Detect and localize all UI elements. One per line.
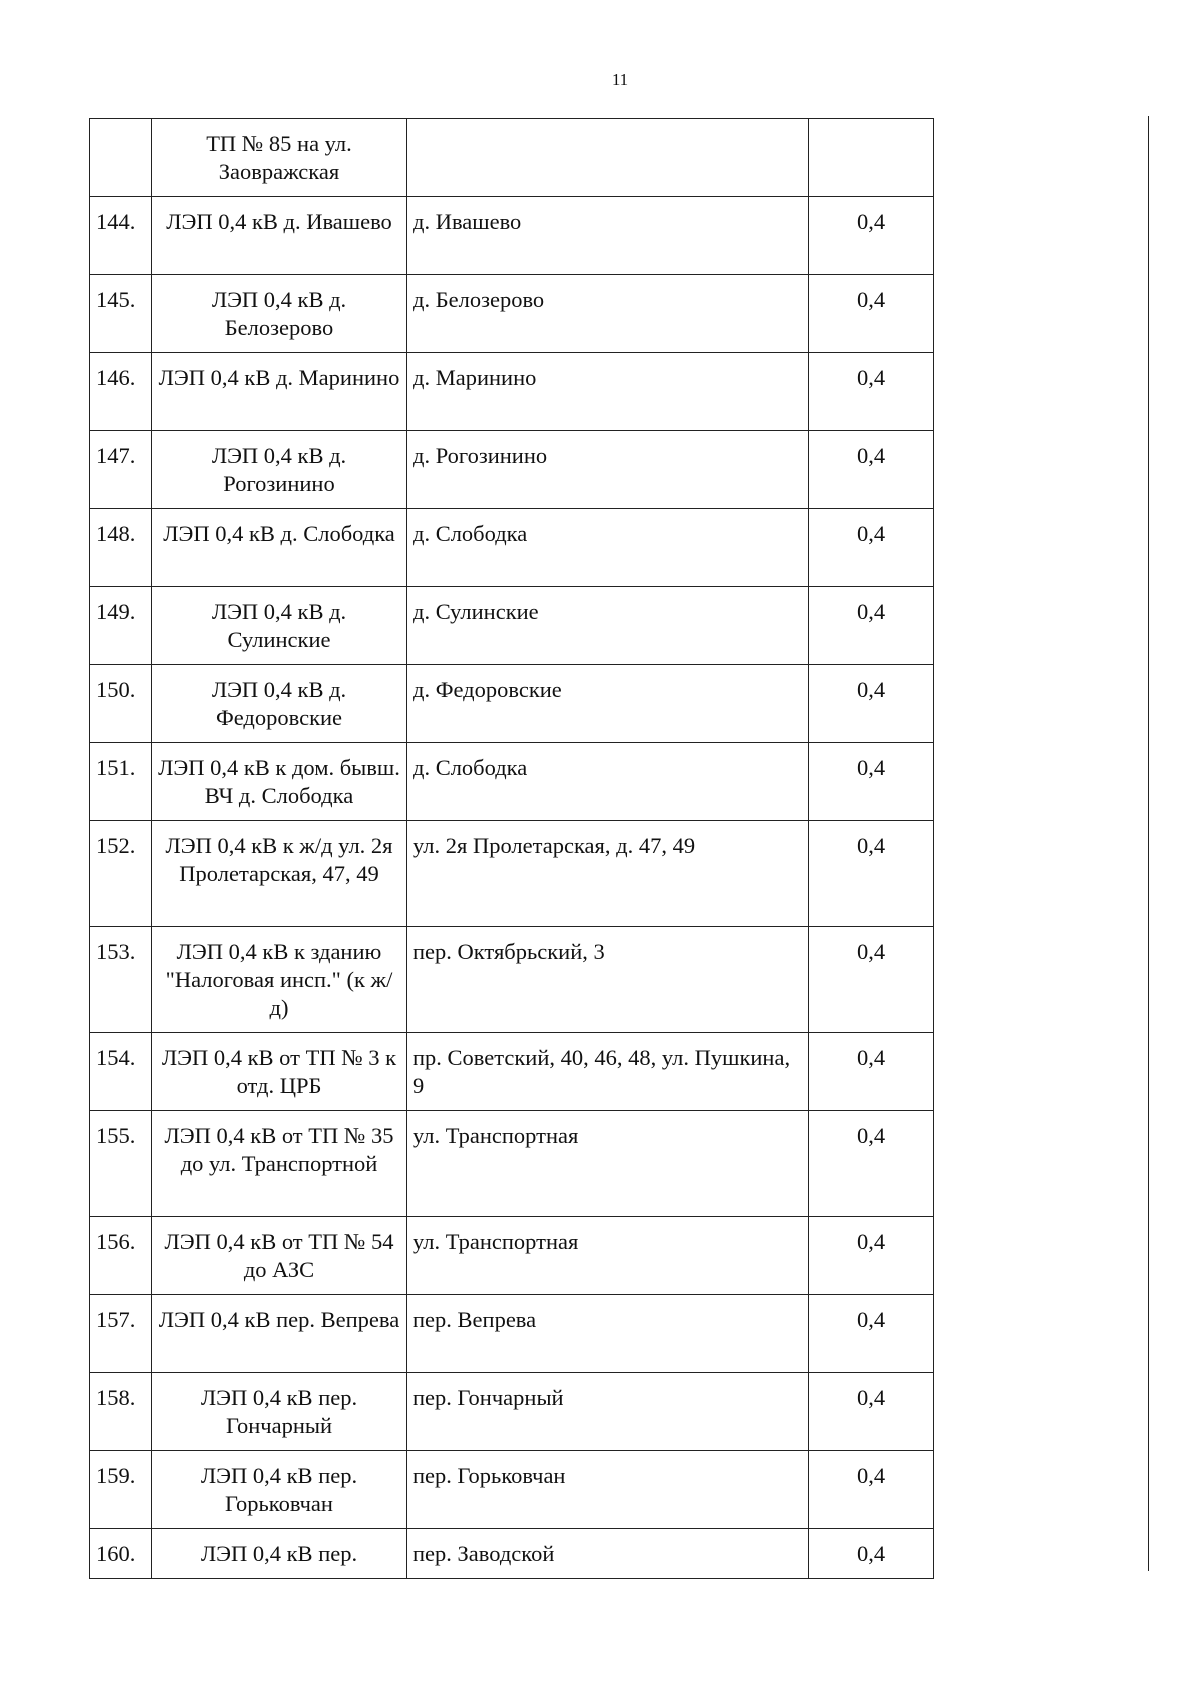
table-row [90, 1111, 934, 1217]
object-location: ул. 2я Пролетарская, д. 47, 49 [407, 821, 809, 927]
object-name: ЛЭП 0,4 кВ к зданию "Налоговая инсп." (к ж/д) [152, 927, 407, 1033]
object-voltage: 0,4 [809, 431, 934, 509]
table-row [90, 1451, 934, 1529]
object-location: пер. Гончарный [407, 1373, 809, 1451]
object-name: ЛЭП 0,4 кВ д. Федоровские [152, 665, 407, 743]
object-voltage: 0,4 [809, 1451, 934, 1529]
object-location: пр. Советский, 40, 46, 48, ул. Пушкина, 9 [407, 1033, 809, 1111]
object-name: ЛЭП 0,4 кВ к дом. бывш. ВЧ д. Слободка [152, 743, 407, 821]
object-location: пер. Заводской [407, 1529, 809, 1579]
row-number: 144. [90, 197, 152, 275]
margin-rule [1148, 116, 1149, 1571]
row-number: 152. [90, 821, 152, 927]
object-voltage: 0,4 [809, 1033, 934, 1111]
object-voltage: 0,4 [809, 509, 934, 587]
object-name: ТП № 85 на ул. Заовражская [152, 119, 407, 197]
table-row [90, 509, 934, 587]
object-voltage: 0,4 [809, 587, 934, 665]
object-name: ЛЭП 0,4 кВ д. Рогозинино [152, 431, 407, 509]
object-location: д. Слободка [407, 743, 809, 821]
object-voltage: 0,4 [809, 1373, 934, 1451]
row-number: 145. [90, 275, 152, 353]
object-location: д. Рогозинино [407, 431, 809, 509]
object-name: ЛЭП 0,4 кВ д. Ивашево [152, 197, 407, 275]
object-name: ЛЭП 0,4 кВ пер. Горьковчан [152, 1451, 407, 1529]
object-voltage: 0,4 [809, 1111, 934, 1217]
object-name: ЛЭП 0,4 кВ пер. [152, 1529, 407, 1579]
object-location [407, 119, 809, 197]
row-number: 155. [90, 1111, 152, 1217]
table-row [90, 1217, 934, 1295]
object-name: ЛЭП 0,4 кВ от ТП № 3 к отд. ЦРБ [152, 1033, 407, 1111]
object-location: пер. Октябрьский, 3 [407, 927, 809, 1033]
row-number: 147. [90, 431, 152, 509]
object-name: ЛЭП 0,4 кВ пер. Вепрева [152, 1295, 407, 1373]
row-number: 160. [90, 1529, 152, 1579]
object-voltage: 0,4 [809, 927, 934, 1033]
object-voltage: 0,4 [809, 665, 934, 743]
object-voltage: 0,4 [809, 1217, 934, 1295]
table-row [90, 821, 934, 927]
table-row [90, 665, 934, 743]
object-voltage: 0,4 [809, 275, 934, 353]
object-voltage [809, 119, 934, 197]
object-voltage: 0,4 [809, 821, 934, 927]
object-location: д. Сулинские [407, 587, 809, 665]
row-number [90, 119, 152, 197]
table-row [90, 431, 934, 509]
object-location: д. Маринино [407, 353, 809, 431]
row-number: 154. [90, 1033, 152, 1111]
row-number: 153. [90, 927, 152, 1033]
object-name: ЛЭП 0,4 кВ пер. Гончарный [152, 1373, 407, 1451]
table-row [90, 275, 934, 353]
row-number: 156. [90, 1217, 152, 1295]
object-voltage: 0,4 [809, 1295, 934, 1373]
table-row [90, 1529, 934, 1579]
row-number: 148. [90, 509, 152, 587]
row-number: 149. [90, 587, 152, 665]
object-location: пер. Вепрева [407, 1295, 809, 1373]
object-name: ЛЭП 0,4 кВ д. Белозерово [152, 275, 407, 353]
row-number: 158. [90, 1373, 152, 1451]
table-row [90, 197, 934, 275]
object-location: д. Федоровские [407, 665, 809, 743]
row-number: 151. [90, 743, 152, 821]
object-location: д. Ивашево [407, 197, 809, 275]
object-location: д. Белозерово [407, 275, 809, 353]
table-row [90, 353, 934, 431]
table-row [90, 1295, 934, 1373]
table-row [90, 119, 934, 197]
object-name: ЛЭП 0,4 кВ от ТП № 35 до ул. Транспортной [152, 1111, 407, 1217]
object-location: ул. Транспортная [407, 1217, 809, 1295]
object-name: ЛЭП 0,4 кВ от ТП № 54 до АЗС [152, 1217, 407, 1295]
object-location: ул. Транспортная [407, 1111, 809, 1217]
table-row [90, 927, 934, 1033]
object-name: ЛЭП 0,4 кВ д. Сулинские [152, 587, 407, 665]
row-number: 159. [90, 1451, 152, 1529]
object-name: ЛЭП 0,4 кВ д. Маринино [152, 353, 407, 431]
object-name: ЛЭП 0,4 кВ к ж/д ул. 2я Пролетарская, 47, 49 [152, 821, 407, 927]
object-voltage: 0,4 [809, 743, 934, 821]
row-number: 150. [90, 665, 152, 743]
object-location: д. Слободка [407, 509, 809, 587]
table-row [90, 587, 934, 665]
row-number: 146. [90, 353, 152, 431]
page-number: 11 [611, 70, 629, 89]
table-row [90, 1373, 934, 1451]
object-location: пер. Горьковчан [407, 1451, 809, 1529]
power-lines-table [89, 118, 934, 1579]
object-voltage: 0,4 [809, 1529, 934, 1579]
object-voltage: 0,4 [809, 197, 934, 275]
table-row [90, 1033, 934, 1111]
object-name: ЛЭП 0,4 кВ д. Слободка [152, 509, 407, 587]
row-number: 157. [90, 1295, 152, 1373]
object-voltage: 0,4 [809, 353, 934, 431]
table-row [90, 743, 934, 821]
